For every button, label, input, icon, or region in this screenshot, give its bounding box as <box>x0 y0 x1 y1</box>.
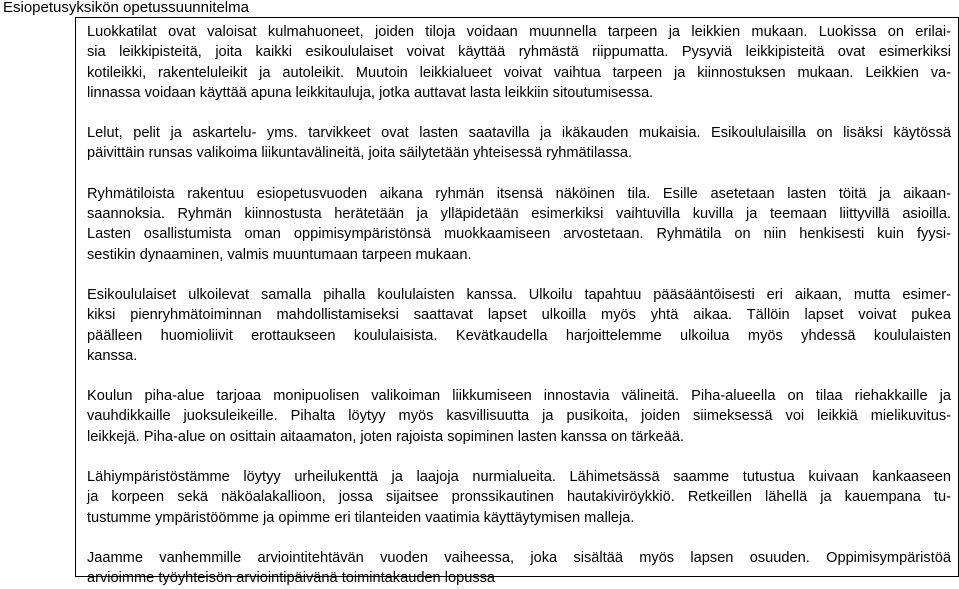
text-line: Koulun piha-alue tarjoaa monipuolisen valikoiman liikkumiseen innostavia välineitä. Piha-alueella on tilaa riehakkaille ja <box>87 388 951 405</box>
text-line: sestikin dynaaminen, valmis muuntumaan tarpeen mukaan. <box>87 246 472 263</box>
page-title: Esiopetusyksikön opetussuunnitelma <box>3 0 249 16</box>
text-line: Lähiympäristöstämme löytyy urheilukenttä ja laajoja nurmialueita. Lähimetsässä saamme tutustua kuivaan kankaaseen <box>87 469 951 486</box>
paragraph-outdoors <box>87 285 951 366</box>
text-line: tustumme ympäristöömme ja opimme eri tilanteiden vaatimia käyttäytymisen malleja. <box>87 509 635 526</box>
text-line: Jaamme vanhemmille arviointitehtävän vuoden vaiheessa, joka sisältää myös lapsen osuuden. Oppimisympäristöä <box>87 549 951 566</box>
text-line: ja korpeen sekä näköalakallioon, jossa sijaitsee pronssikautinen hautakiviröykkiö. Retkeillen lähellä ja kauempana tu- <box>87 489 951 506</box>
text-line: päälleen huomioliivit erottaukseen koululaisista. Kevätkaudella harjoittelemme ulkoilua myös yhdessä koululaisten <box>87 327 951 344</box>
document-body <box>87 22 951 589</box>
text-line: kiksi pienryhmätoiminnan mahdollistamiseksi saattavat lapset ulkoilla myös yhtä aikaa. Tällöin lapset voivat pukea <box>87 307 951 324</box>
text-line: Lelut, pelit ja askartelu- yms. tarvikkeet ovat lasten saatavilla ja ikäkauden mukaisia. Esikoululaisilla on lisäksi käytössä <box>87 125 951 142</box>
text-line: kanssa. <box>87 347 138 364</box>
text-line: kotileikki, rakenteluleikit ja autoleikit. Muutoin leikkialueet voivat vaihtua tarpeen ja kiinnostuksen mukaan. Leikkien va- <box>87 64 951 81</box>
text-line: arvioimme työyhteisön arviointipäivänä toimintakauden lopussa <box>87 570 496 587</box>
text-line: leikkejä. Piha-alue on osittain aitaamaton, joten rajoista sopiminen lasten kanssa on tärkeää. <box>87 428 685 445</box>
text-line: Ryhmätiloista rakentuu esiopetusvuoden aikana ryhmän itsensä näköinen tila. Esille asetetaan lasten töitä ja aikaan- <box>87 185 951 202</box>
paragraph-evaluation <box>87 548 951 589</box>
paragraph-classrooms <box>87 22 951 103</box>
paragraph-group-rooms <box>87 184 951 265</box>
text-line: päivittäin runsas valikoima liikuntavälineitä, joita säilytetään yhteisessä ryhmätilassa. <box>87 145 633 162</box>
text-line: linnassa voidaan käyttää apuna leikkitauluja, jotka auttavat lasta leikkiin sitoutumisessa. <box>87 84 654 101</box>
text-line: Esikoululaiset ulkoilevat samalla pihalla koululaisten kanssa. Ulkoilu tapahtuu pääsääntöisesti eri aikaan, mutta esimer- <box>87 286 951 303</box>
text-line: sia leikkipisteitä, joita kaikki esikoululaiset voivat käyttää ryhmästä riippumatta. Pysyviä leikkipisteitä ovat esimerkiksi <box>87 44 951 61</box>
paragraph-schoolyard <box>87 386 951 447</box>
text-line: Luokkatilat ovat valoisat kulmahuoneet, joiden tiloja voidaan muunnella tarpeen ja leikkien mukaan. Luokissa on erilai- <box>87 24 951 40</box>
text-line: Lasten osallistumista oman oppimisympäristönsä muokkaamiseen arvostetaan. Ryhmätila on niin henkisesti kuin fyysi- <box>87 226 951 243</box>
text-line: saannoksia. Ryhmän kiinnostusta herätetään ja ylläpidetään esimerkiksi vaihtuvilla kuvilla ja teemaan liittyvillä asioilla. <box>87 206 951 223</box>
text-line: vauhdikkaille juoksuleikeille. Pihalta löytyy myös kasvillisuutta ja pusikoita, joiden siimeksessä voi leikkiä mielikuvitus- <box>87 408 951 425</box>
paragraph-toys <box>87 123 951 164</box>
paragraph-neighbourhood <box>87 467 951 528</box>
